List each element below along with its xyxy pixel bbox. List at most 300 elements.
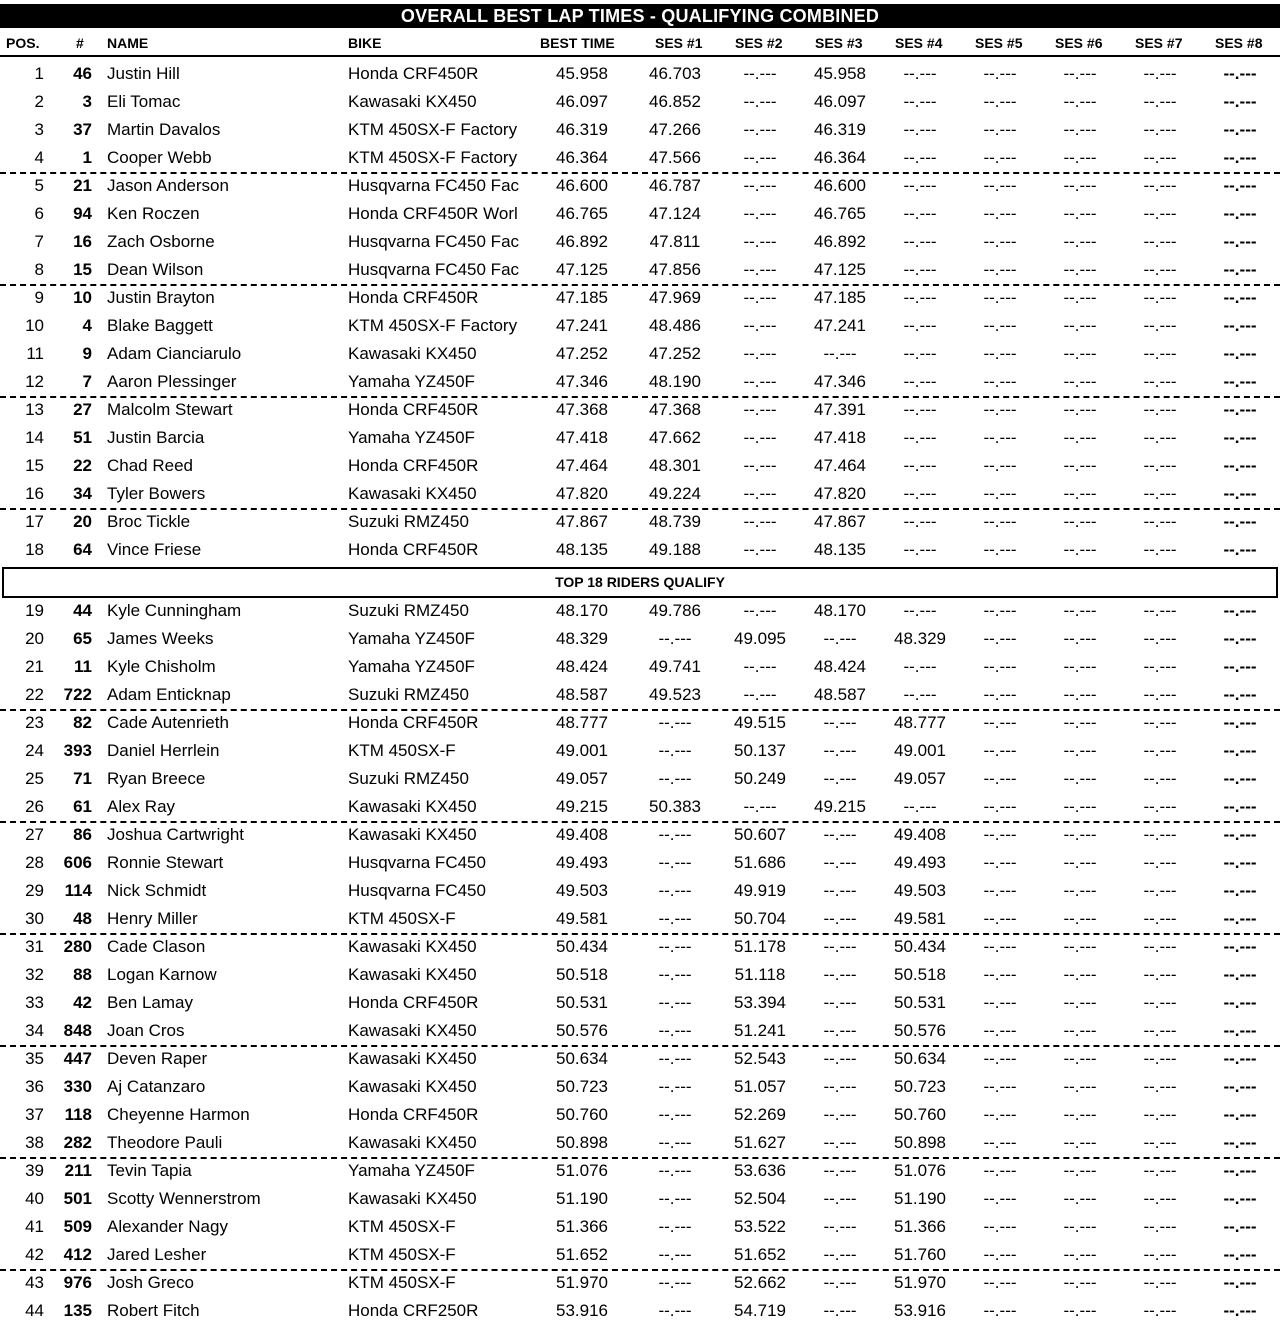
ses2-cell: --.--- bbox=[743, 428, 777, 447]
ses3-cell: --.--- bbox=[823, 1273, 857, 1292]
ses8-cell: --.--- bbox=[1223, 1077, 1257, 1096]
rider-name-cell: Tevin Tapia bbox=[107, 1161, 192, 1180]
table-row bbox=[0, 933, 1280, 961]
ses8-cell: --.--- bbox=[1223, 601, 1257, 620]
ses5-cell: --.--- bbox=[983, 685, 1017, 704]
best-time-cell: 46.600 bbox=[556, 176, 608, 195]
ses7-cell: --.--- bbox=[1143, 372, 1177, 391]
ses6-cell: --.--- bbox=[1063, 769, 1097, 788]
rider-number-cell: 447 bbox=[63, 1049, 92, 1068]
ses7-cell: --.--- bbox=[1143, 64, 1177, 83]
qualify-cutoff-banner: TOP 18 RIDERS QUALIFY bbox=[2, 567, 1278, 598]
ses8-cell: --.--- bbox=[1223, 965, 1257, 984]
best-time-cell: 47.241 bbox=[556, 316, 608, 335]
ses7-cell: --.--- bbox=[1143, 1077, 1177, 1096]
bike-cell: KTM 450SX-F bbox=[348, 909, 456, 928]
ses4-cell: --.--- bbox=[903, 316, 937, 335]
ses1-cell: --.--- bbox=[658, 1301, 692, 1320]
best-time-cell: 47.820 bbox=[556, 484, 608, 503]
best-time-cell: 49.503 bbox=[556, 881, 608, 900]
best-time-cell: 48.424 bbox=[556, 657, 608, 676]
rider-name-cell: Eli Tomac bbox=[107, 92, 181, 111]
ses3-cell: --.--- bbox=[823, 1245, 857, 1264]
ses7-cell: --.--- bbox=[1143, 937, 1177, 956]
table-row bbox=[0, 681, 1280, 709]
ses6-cell: --.--- bbox=[1063, 825, 1097, 844]
ses3-cell: 47.418 bbox=[814, 428, 866, 447]
rider-number-cell: 42 bbox=[73, 993, 92, 1012]
ses1-cell: 48.190 bbox=[649, 372, 701, 391]
ses6-cell: --.--- bbox=[1063, 456, 1097, 475]
ses1-cell: --.--- bbox=[658, 1217, 692, 1236]
best-time-cell: 46.364 bbox=[556, 148, 608, 167]
best-time-cell: 49.493 bbox=[556, 853, 608, 872]
bike-cell: Kawasaki KX450 bbox=[348, 1189, 477, 1208]
ses2-cell: --.--- bbox=[743, 657, 777, 676]
ses4-cell: --.--- bbox=[903, 344, 937, 363]
ses2-cell: 54.719 bbox=[734, 1301, 786, 1320]
rider-number-cell: 9 bbox=[82, 344, 92, 363]
ses5-cell: --.--- bbox=[983, 1273, 1017, 1292]
table-row bbox=[0, 228, 1280, 256]
ses3-cell: --.--- bbox=[823, 937, 857, 956]
ses3-cell: 47.464 bbox=[814, 456, 866, 475]
ses7-cell: --.--- bbox=[1143, 92, 1177, 111]
ses2-cell: --.--- bbox=[743, 484, 777, 503]
pos-cell: 25 bbox=[25, 769, 44, 788]
rider-number-cell: 10 bbox=[73, 288, 92, 307]
ses4-cell: 50.898 bbox=[894, 1133, 946, 1152]
ses3-cell: 46.892 bbox=[814, 232, 866, 251]
best-time-cell: 47.125 bbox=[556, 260, 608, 279]
bike-cell: KTM 450SX-F Factory bbox=[348, 120, 518, 139]
pos-cell: 38 bbox=[25, 1133, 44, 1152]
pos-cell: 26 bbox=[25, 797, 44, 816]
bike-cell: Kawasaki KX450 bbox=[348, 1133, 477, 1152]
ses3-cell: --.--- bbox=[823, 741, 857, 760]
ses8-cell: --.--- bbox=[1223, 993, 1257, 1012]
table-row bbox=[0, 368, 1280, 396]
ses8-cell: --.--- bbox=[1223, 881, 1257, 900]
ses8-cell: --.--- bbox=[1223, 741, 1257, 760]
ses2-cell: --.--- bbox=[743, 232, 777, 251]
ses8-cell: --.--- bbox=[1223, 232, 1257, 251]
ses5-cell: --.--- bbox=[983, 1245, 1017, 1264]
bike-cell: Kawasaki KX450 bbox=[348, 1077, 477, 1096]
rider-name-cell: Justin Brayton bbox=[107, 288, 215, 307]
ses8-cell: --.--- bbox=[1223, 853, 1257, 872]
table-row bbox=[0, 60, 1280, 88]
rider-name-cell: Adam Cianciarulo bbox=[107, 344, 242, 363]
pos-cell: 7 bbox=[34, 232, 44, 251]
ses1-cell: 47.252 bbox=[649, 344, 701, 363]
ses2-cell: 51.057 bbox=[734, 1077, 786, 1096]
rider-number-cell: 3 bbox=[82, 92, 92, 111]
table-row bbox=[0, 905, 1280, 933]
pos-cell: 33 bbox=[25, 993, 44, 1012]
rider-name-cell: Deven Raper bbox=[107, 1049, 208, 1068]
rider-name-cell: Scotty Wennerstrom bbox=[107, 1189, 261, 1208]
ses2-cell: --.--- bbox=[743, 260, 777, 279]
column-header-ses2: SES #2 bbox=[735, 35, 783, 51]
ses7-cell: --.--- bbox=[1143, 881, 1177, 900]
best-time-cell: 47.418 bbox=[556, 428, 608, 447]
ses6-cell: --.--- bbox=[1063, 937, 1097, 956]
rider-name-cell: Jason Anderson bbox=[107, 176, 229, 195]
table-row bbox=[0, 508, 1280, 536]
ses3-cell: 46.097 bbox=[814, 92, 866, 111]
ses5-cell: --.--- bbox=[983, 344, 1017, 363]
ses7-cell: --.--- bbox=[1143, 120, 1177, 139]
ses4-cell: 51.190 bbox=[894, 1189, 946, 1208]
ses6-cell: --.--- bbox=[1063, 484, 1097, 503]
table-row bbox=[0, 1213, 1280, 1241]
best-time-cell: 47.185 bbox=[556, 288, 608, 307]
ses7-cell: --.--- bbox=[1143, 456, 1177, 475]
table-row bbox=[0, 653, 1280, 681]
ses7-cell: --.--- bbox=[1143, 512, 1177, 531]
table-row bbox=[0, 144, 1280, 172]
rider-name-cell: Robert Fitch bbox=[107, 1301, 200, 1320]
best-time-cell: 51.190 bbox=[556, 1189, 608, 1208]
ses6-cell: --.--- bbox=[1063, 629, 1097, 648]
ses3-cell: 46.600 bbox=[814, 176, 866, 195]
ses1-cell: --.--- bbox=[658, 741, 692, 760]
ses3-cell: --.--- bbox=[823, 1105, 857, 1124]
rider-number-cell: 94 bbox=[73, 204, 92, 223]
ses8-cell: --.--- bbox=[1223, 316, 1257, 335]
ses6-cell: --.--- bbox=[1063, 288, 1097, 307]
ses5-cell: --.--- bbox=[983, 713, 1017, 732]
pos-cell: 39 bbox=[25, 1161, 44, 1180]
pos-cell: 14 bbox=[25, 428, 44, 447]
rider-name-cell: Kyle Cunningham bbox=[107, 601, 242, 620]
ses8-cell: --.--- bbox=[1223, 1021, 1257, 1040]
ses7-cell: --.--- bbox=[1143, 741, 1177, 760]
ses2-cell: --.--- bbox=[743, 64, 777, 83]
ses8-cell: --.--- bbox=[1223, 1161, 1257, 1180]
ses6-cell: --.--- bbox=[1063, 881, 1097, 900]
table-row bbox=[0, 480, 1280, 508]
pos-cell: 1 bbox=[34, 64, 44, 83]
table-row bbox=[0, 1241, 1280, 1269]
ses3-cell: --.--- bbox=[823, 1161, 857, 1180]
ses2-cell: 53.636 bbox=[734, 1161, 786, 1180]
ses7-cell: --.--- bbox=[1143, 1133, 1177, 1152]
ses6-cell: --.--- bbox=[1063, 741, 1097, 760]
ses1-cell: --.--- bbox=[658, 881, 692, 900]
rider-name-cell: Ryan Breece bbox=[107, 769, 206, 788]
ses4-cell: --.--- bbox=[903, 92, 937, 111]
pos-cell: 30 bbox=[25, 909, 44, 928]
ses5-cell: --.--- bbox=[983, 1049, 1017, 1068]
ses8-cell: --.--- bbox=[1223, 1189, 1257, 1208]
pos-cell: 8 bbox=[34, 260, 44, 279]
bike-cell: Husqvarna FC450 bbox=[348, 881, 486, 900]
ses7-cell: --.--- bbox=[1143, 1301, 1177, 1320]
ses8-cell: --.--- bbox=[1223, 64, 1257, 83]
best-time-cell: 46.765 bbox=[556, 204, 608, 223]
ses5-cell: --.--- bbox=[983, 657, 1017, 676]
pos-cell: 17 bbox=[25, 512, 44, 531]
ses3-cell: --.--- bbox=[823, 629, 857, 648]
bike-cell: KTM 450SX-F Factory bbox=[348, 148, 518, 167]
rider-name-cell: Daniel Herrlein bbox=[107, 741, 220, 760]
ses3-cell: --.--- bbox=[823, 853, 857, 872]
ses1-cell: 48.486 bbox=[649, 316, 701, 335]
ses7-cell: --.--- bbox=[1143, 853, 1177, 872]
ses4-cell: 50.576 bbox=[894, 1021, 946, 1040]
ses2-cell: 52.504 bbox=[734, 1189, 786, 1208]
ses1-cell: 49.224 bbox=[649, 484, 701, 503]
bike-cell: Honda CRF450R bbox=[348, 713, 479, 732]
ses2-cell: --.--- bbox=[743, 204, 777, 223]
ses5-cell: --.--- bbox=[983, 428, 1017, 447]
table-row bbox=[0, 849, 1280, 877]
ses2-cell: --.--- bbox=[743, 456, 777, 475]
best-time-cell: 48.329 bbox=[556, 629, 608, 648]
rider-number-cell: 20 bbox=[73, 512, 92, 531]
ses8-cell: --.--- bbox=[1223, 769, 1257, 788]
rider-number-cell: 34 bbox=[73, 484, 92, 503]
pos-cell: 42 bbox=[25, 1245, 44, 1264]
rider-name-cell: Ronnie Stewart bbox=[107, 853, 224, 872]
ses2-cell: --.--- bbox=[743, 344, 777, 363]
rider-number-cell: 393 bbox=[63, 741, 92, 760]
ses3-cell: --.--- bbox=[823, 1301, 857, 1320]
ses5-cell: --.--- bbox=[983, 937, 1017, 956]
ses2-cell: 50.137 bbox=[734, 741, 786, 760]
bike-cell: KTM 450SX-F bbox=[348, 1273, 456, 1292]
bike-cell: Yamaha YZ450F bbox=[348, 428, 475, 447]
ses4-cell: --.--- bbox=[903, 797, 937, 816]
ses8-cell: --.--- bbox=[1223, 797, 1257, 816]
best-time-cell: 48.777 bbox=[556, 713, 608, 732]
rider-number-cell: 1 bbox=[82, 148, 92, 167]
rider-name-cell: James Weeks bbox=[107, 629, 214, 648]
ses1-cell: 47.566 bbox=[649, 148, 701, 167]
table-row bbox=[0, 200, 1280, 228]
rider-number-cell: 330 bbox=[63, 1077, 92, 1096]
ses5-cell: --.--- bbox=[983, 1217, 1017, 1236]
ses6-cell: --.--- bbox=[1063, 1021, 1097, 1040]
ses2-cell: 49.095 bbox=[734, 629, 786, 648]
column-header-number: # bbox=[76, 35, 84, 51]
table-row bbox=[0, 396, 1280, 424]
ses6-cell: --.--- bbox=[1063, 1049, 1097, 1068]
rider-name-cell: Vince Friese bbox=[107, 540, 202, 559]
ses1-cell: 49.786 bbox=[649, 601, 701, 620]
bike-cell: Kawasaki KX450 bbox=[348, 1021, 477, 1040]
ses6-cell: --.--- bbox=[1063, 148, 1097, 167]
bike-cell: Yamaha YZ450F bbox=[348, 629, 475, 648]
ses6-cell: --.--- bbox=[1063, 1217, 1097, 1236]
best-time-cell: 50.898 bbox=[556, 1133, 608, 1152]
ses6-cell: --.--- bbox=[1063, 1301, 1097, 1320]
ses8-cell: --.--- bbox=[1223, 1133, 1257, 1152]
rider-number-cell: 86 bbox=[73, 825, 92, 844]
rider-name-cell: Cade Clason bbox=[107, 937, 206, 956]
bike-cell: Husqvarna FC450 Fac bbox=[348, 260, 520, 279]
pos-cell: 11 bbox=[26, 344, 44, 363]
ses8-cell: --.--- bbox=[1223, 1049, 1257, 1068]
ses3-cell: 47.820 bbox=[814, 484, 866, 503]
table-row bbox=[0, 312, 1280, 340]
table-row bbox=[0, 1269, 1280, 1297]
ses7-cell: --.--- bbox=[1143, 685, 1177, 704]
rider-number-cell: 114 bbox=[64, 881, 92, 900]
ses1-cell: --.--- bbox=[658, 1161, 692, 1180]
rider-number-cell: 15 bbox=[73, 260, 92, 279]
ses2-cell: --.--- bbox=[743, 601, 777, 620]
table-row bbox=[0, 625, 1280, 653]
bike-cell: Yamaha YZ450F bbox=[348, 372, 475, 391]
ses4-cell: 51.760 bbox=[894, 1245, 946, 1264]
ses7-cell: --.--- bbox=[1143, 1245, 1177, 1264]
best-time-cell: 46.319 bbox=[556, 120, 608, 139]
ses7-cell: --.--- bbox=[1143, 993, 1177, 1012]
pos-cell: 28 bbox=[25, 853, 44, 872]
best-time-cell: 46.892 bbox=[556, 232, 608, 251]
pos-cell: 24 bbox=[25, 741, 44, 760]
ses7-cell: --.--- bbox=[1143, 176, 1177, 195]
bike-cell: Husqvarna FC450 Fac bbox=[348, 176, 520, 195]
ses6-cell: --.--- bbox=[1063, 1273, 1097, 1292]
rider-name-cell: Adam Enticknap bbox=[107, 685, 231, 704]
ses8-cell: --.--- bbox=[1223, 344, 1257, 363]
ses1-cell: --.--- bbox=[658, 853, 692, 872]
table-row bbox=[0, 256, 1280, 284]
ses5-cell: --.--- bbox=[983, 260, 1017, 279]
ses4-cell: 49.001 bbox=[894, 741, 946, 760]
bike-cell: Honda CRF450R bbox=[348, 400, 479, 419]
best-time-cell: 50.634 bbox=[556, 1049, 608, 1068]
ses5-cell: --.--- bbox=[983, 400, 1017, 419]
ses7-cell: --.--- bbox=[1143, 1105, 1177, 1124]
ses6-cell: --.--- bbox=[1063, 1189, 1097, 1208]
ses4-cell: --.--- bbox=[903, 120, 937, 139]
ses2-cell: 52.543 bbox=[734, 1049, 786, 1068]
ses1-cell: --.--- bbox=[658, 965, 692, 984]
bike-cell: Kawasaki KX450 bbox=[348, 344, 477, 363]
ses7-cell: --.--- bbox=[1143, 713, 1177, 732]
rider-number-cell: 64 bbox=[73, 540, 92, 559]
ses5-cell: --.--- bbox=[983, 1133, 1017, 1152]
ses3-cell: --.--- bbox=[823, 1217, 857, 1236]
ses2-cell: 52.269 bbox=[734, 1105, 786, 1124]
ses4-cell: 51.970 bbox=[894, 1273, 946, 1292]
ses4-cell: 53.916 bbox=[894, 1301, 946, 1320]
ses5-cell: --.--- bbox=[983, 965, 1017, 984]
ses5-cell: --.--- bbox=[983, 540, 1017, 559]
rider-name-cell: Henry Miller bbox=[107, 909, 198, 928]
column-header-ses8: SES #8 bbox=[1215, 35, 1263, 51]
ses5-cell: --.--- bbox=[983, 176, 1017, 195]
ses1-cell: 47.856 bbox=[649, 260, 701, 279]
ses7-cell: --.--- bbox=[1143, 344, 1177, 363]
ses2-cell: 49.515 bbox=[734, 713, 786, 732]
bike-cell: Suzuki RMZ450 bbox=[348, 512, 469, 531]
ses7-cell: --.--- bbox=[1143, 1161, 1177, 1180]
ses4-cell: --.--- bbox=[903, 484, 937, 503]
rider-name-cell: Alex Ray bbox=[107, 797, 176, 816]
rider-name-cell: Cade Autenrieth bbox=[107, 713, 229, 732]
best-time-cell: 47.464 bbox=[556, 456, 608, 475]
ses5-cell: --.--- bbox=[983, 1077, 1017, 1096]
ses7-cell: --.--- bbox=[1143, 1189, 1177, 1208]
ses1-cell: --.--- bbox=[658, 993, 692, 1012]
ses4-cell: 49.581 bbox=[894, 909, 946, 928]
ses8-cell: --.--- bbox=[1223, 685, 1257, 704]
best-time-cell: 50.531 bbox=[556, 993, 608, 1012]
ses6-cell: --.--- bbox=[1063, 64, 1097, 83]
ses6-cell: --.--- bbox=[1063, 204, 1097, 223]
ses3-cell: --.--- bbox=[823, 1021, 857, 1040]
ses4-cell: --.--- bbox=[903, 657, 937, 676]
best-time-cell: 50.760 bbox=[556, 1105, 608, 1124]
rider-name-cell: Martin Davalos bbox=[107, 120, 221, 139]
ses2-cell: --.--- bbox=[743, 512, 777, 531]
table-row bbox=[0, 340, 1280, 368]
table-row bbox=[0, 737, 1280, 765]
pos-cell: 13 bbox=[25, 400, 44, 419]
best-time-cell: 50.518 bbox=[556, 965, 608, 984]
ses7-cell: --.--- bbox=[1143, 428, 1177, 447]
ses7-cell: --.--- bbox=[1143, 769, 1177, 788]
bike-cell: KTM 450SX-F Factory bbox=[348, 316, 518, 335]
ses5-cell: --.--- bbox=[983, 909, 1017, 928]
table-row bbox=[0, 989, 1280, 1017]
ses3-cell: 47.391 bbox=[814, 400, 866, 419]
ses5-cell: --.--- bbox=[983, 881, 1017, 900]
ses1-cell: 49.741 bbox=[649, 657, 701, 676]
bike-cell: Kawasaki KX450 bbox=[348, 484, 477, 503]
ses7-cell: --.--- bbox=[1143, 316, 1177, 335]
ses4-cell: 50.760 bbox=[894, 1105, 946, 1124]
rider-name-cell: Joshua Cartwright bbox=[107, 825, 245, 844]
ses3-cell: --.--- bbox=[823, 909, 857, 928]
ses5-cell: --.--- bbox=[983, 456, 1017, 475]
ses3-cell: 48.424 bbox=[814, 657, 866, 676]
rider-name-cell: Cheyenne Harmon bbox=[107, 1105, 250, 1124]
rider-number-cell: 280 bbox=[63, 937, 92, 956]
rider-number-cell: 71 bbox=[73, 769, 92, 788]
column-header-best-time: BEST TIME bbox=[540, 35, 615, 51]
ses6-cell: --.--- bbox=[1063, 92, 1097, 111]
ses2-cell: --.--- bbox=[743, 797, 777, 816]
ses6-cell: --.--- bbox=[1063, 1077, 1097, 1096]
ses5-cell: --.--- bbox=[983, 825, 1017, 844]
pos-cell: 20 bbox=[25, 629, 44, 648]
page-title: OVERALL BEST LAP TIMES - QUALIFYING COMBINED bbox=[0, 4, 1280, 28]
ses2-cell: 51.178 bbox=[734, 937, 786, 956]
pos-cell: 4 bbox=[34, 148, 44, 167]
pos-cell: 29 bbox=[25, 881, 44, 900]
ses1-cell: --.--- bbox=[658, 629, 692, 648]
ses1-cell: --.--- bbox=[658, 1049, 692, 1068]
ses8-cell: --.--- bbox=[1223, 629, 1257, 648]
ses8-cell: --.--- bbox=[1223, 288, 1257, 307]
table-row bbox=[0, 424, 1280, 452]
ses1-cell: 48.739 bbox=[649, 512, 701, 531]
ses8-cell: --.--- bbox=[1223, 120, 1257, 139]
ses4-cell: 48.777 bbox=[894, 713, 946, 732]
ses6-cell: --.--- bbox=[1063, 428, 1097, 447]
bike-cell: Yamaha YZ450F bbox=[348, 1161, 475, 1180]
rider-name-cell: Theodore Pauli bbox=[107, 1133, 223, 1152]
rider-number-cell: 51 bbox=[73, 428, 92, 447]
ses3-cell: --.--- bbox=[823, 1077, 857, 1096]
